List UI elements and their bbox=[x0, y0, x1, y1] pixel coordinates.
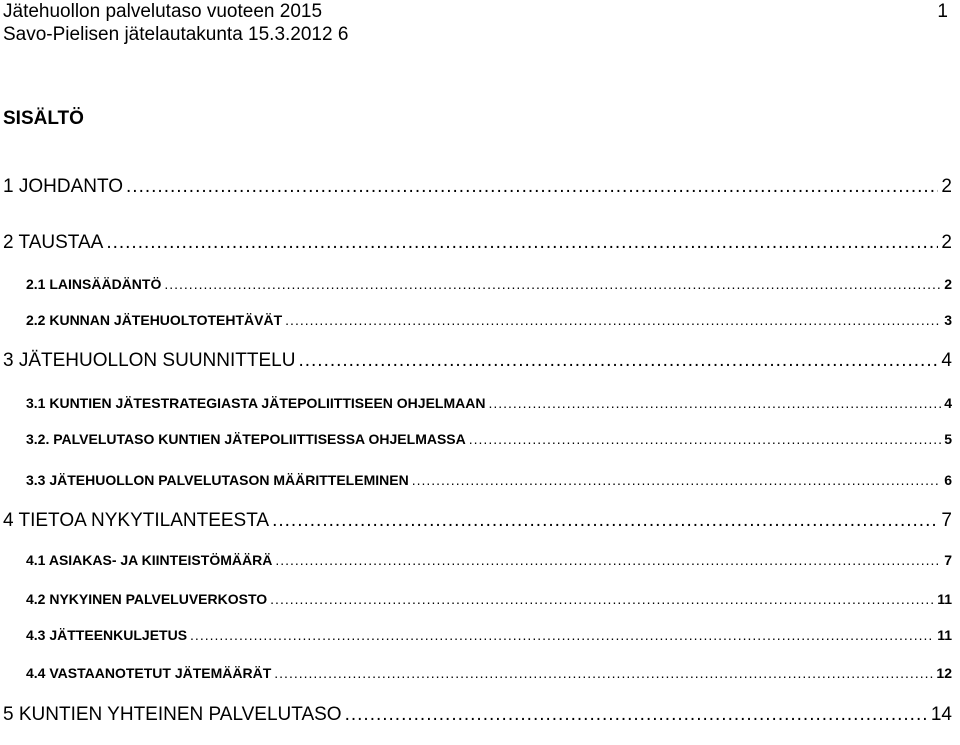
toc-entry[interactable] bbox=[26, 275, 952, 293]
toc-entry-label: 3.2. PALVELUTASO KUNTIEN JÄTEPOLIITTISESSA OHJELMASSA bbox=[26, 431, 466, 447]
toc-entry-label: 3 JÄTEHUOLLON SUUNNITTELU bbox=[3, 350, 296, 371]
toc-entry-page: 2 bbox=[941, 176, 952, 197]
toc-entry-page: 4 bbox=[944, 395, 952, 411]
toc-entry-label: 3.1 KUNTIEN JÄTESTRATEGIASTA JÄTEPOLIITTISEEN OHJELMAAN bbox=[26, 395, 486, 411]
toc-entry-page: 5 bbox=[944, 431, 952, 447]
toc-entry-page: 2 bbox=[944, 276, 952, 292]
dot-leader bbox=[164, 275, 941, 293]
toc-title: SISÄLTÖ bbox=[3, 108, 84, 129]
toc-entry-label: 5 KUNTIEN YHTEINEN PALVELUTASO bbox=[3, 704, 342, 725]
toc-entry-page: 3 bbox=[944, 312, 952, 328]
toc-entry[interactable] bbox=[26, 430, 952, 448]
page-number: 1 bbox=[937, 1, 948, 22]
toc-entry-page: 12 bbox=[936, 665, 952, 681]
dot-leader bbox=[488, 394, 941, 412]
toc-entry[interactable] bbox=[26, 394, 952, 412]
toc-entry[interactable] bbox=[26, 664, 952, 682]
dot-leader bbox=[298, 350, 938, 372]
header-organization-date: Savo-Pielisen jätelautakunta 15.3.2012 6 bbox=[3, 24, 349, 45]
toc-entry[interactable] bbox=[26, 471, 952, 489]
dot-leader bbox=[106, 232, 938, 254]
dot-leader bbox=[469, 430, 941, 448]
toc-entry[interactable] bbox=[3, 704, 952, 726]
dot-leader bbox=[272, 510, 938, 532]
dot-leader bbox=[126, 176, 938, 198]
dot-leader bbox=[285, 311, 941, 329]
toc-entry-page: 6 bbox=[944, 472, 952, 488]
dot-leader bbox=[345, 704, 928, 726]
toc-entry[interactable] bbox=[3, 176, 952, 198]
toc-entry-page: 4 bbox=[941, 350, 952, 371]
toc-entry-label: 4 TIETOA NYKYTILANTEESTA bbox=[3, 510, 270, 531]
toc-entry[interactable] bbox=[26, 311, 952, 329]
dot-leader bbox=[270, 590, 934, 608]
toc-entry-page: 2 bbox=[941, 232, 952, 253]
toc-entry-label: 2.1 LAINSÄÄDÄNTÖ bbox=[26, 276, 162, 292]
toc-entry-page: 11 bbox=[937, 591, 952, 607]
toc-entry-label: 3.3 JÄTEHUOLLON PALVELUTASON MÄÄRITTELEMINEN bbox=[26, 472, 409, 488]
toc-entry-label: 2.2 KUNNAN JÄTEHUOLTOTEHTÄVÄT bbox=[26, 312, 283, 328]
dot-leader bbox=[190, 626, 934, 644]
dot-leader bbox=[412, 471, 942, 489]
toc-entry[interactable] bbox=[3, 232, 952, 254]
toc-entry-label: 1 JOHDANTO bbox=[3, 176, 124, 197]
toc-entry-page: 7 bbox=[941, 510, 952, 531]
dot-leader bbox=[275, 551, 941, 569]
toc-entry-label: 4.3 JÄTTEENKULJETUS bbox=[26, 627, 188, 643]
toc-entry-page: 7 bbox=[944, 552, 952, 568]
toc-entry-label: 4.2 NYKYINEN PALVELUVERKOSTO bbox=[26, 591, 268, 607]
toc-entry-page: 14 bbox=[930, 704, 952, 725]
toc-entry-label: 4.4 VASTAANOTETUT JÄTEMÄÄRÄT bbox=[26, 665, 272, 681]
toc-entry[interactable] bbox=[3, 350, 952, 372]
toc-entry[interactable] bbox=[26, 590, 952, 608]
toc-entry[interactable] bbox=[26, 626, 952, 644]
dot-leader bbox=[274, 664, 933, 682]
toc-entry[interactable] bbox=[26, 551, 952, 569]
toc-entry[interactable] bbox=[3, 510, 952, 532]
toc-entry-label: 4.1 ASIAKAS- JA KIINTEISTÖMÄÄRÄ bbox=[26, 552, 273, 568]
toc-entry-label: 2 TAUSTAA bbox=[3, 232, 104, 253]
toc-entry-page: 11 bbox=[937, 627, 952, 643]
header-document-title: Jätehuollon palvelutaso vuoteen 2015 bbox=[3, 1, 323, 22]
